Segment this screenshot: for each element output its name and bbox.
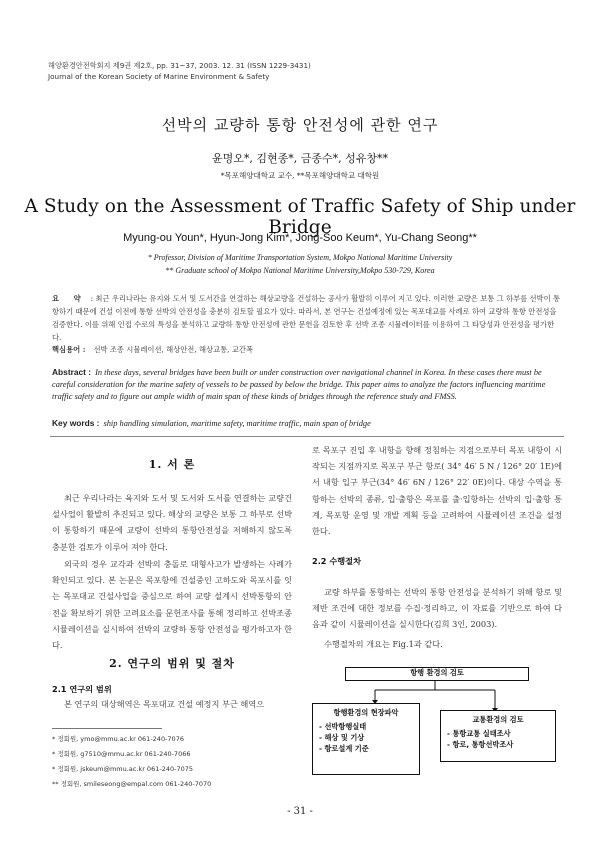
flowchart-right-item: - 항로, 통항선박조사 <box>447 740 514 749</box>
subsection-2-1-continued: 로 목포구 진입 후 내항을 향해 정침하는 지점으로부터 목포 내항이 시작되는 지점까지로 목포구 부근 항로( 34° 46′ 5 N / 126° 20′ 1E)에서 내항 입구 부근(34° 46′ 6N / 126° 22′ 0E)이다. 대상 수역을 통항하는 선박의 종류, 입·출항은 목포를 출·입항하는 선박의 입·출항 통계, 목포항 운영 및 개발 계획 등을 고려하여 시뮬레이션 조건을 설정한다. <box>312 445 562 537</box>
authors-korean: 윤명오*, 김현종*, 금종수*, 성유창** <box>212 152 388 165</box>
affiliation-korean: *목포해양대학교 교수, **목포해양대학교 대학원 <box>220 171 380 180</box>
flowchart-right-list <box>447 728 549 750</box>
keywords-korean <box>52 345 562 355</box>
journal-name: Journal of the Korean Society of Marine Environment & Safety <box>48 72 270 81</box>
authors-english: Myung-ou Youn*, Hyun-Jong Kim*, Jong-Soo Keum*, Yu-Chang Seong** <box>123 232 477 244</box>
keywords-english <box>52 418 562 428</box>
journal-citation: 해양환경안전학회지 제9권 제2호, pp. 31~37, 2003. 12. 31 (ISSN 1229-3431) <box>48 61 311 70</box>
subsection-2-1-title: 2.1 연구의 범위 <box>52 684 112 694</box>
section-1-paragraph-2: 외국의 경우 교각과 선박의 충돌로 대형사고가 발생하는 사례가 확인되고 있다. 본 논문은 목포항에 건설중인 고하도와 목포시를 잇는 목포대교 건설사업을 중심으로 하여 교량 설계시 선박통항의 안전을 확보하기 위한 고려요소를 문헌조사를 통해 정리하고 선박조종 시뮬레이션을 실시하여 선박의 교량하 통항 안전성을 평가하고자 한다. <box>52 559 292 651</box>
abstract-english-text: In these days, several bridges have been built or under construction over navigational channel in Korea. In these cases there must be careful consideration for the marine safety of vessels to be passed by below the bridge. This paper aims to analyze the factors influencing maritime traffic safety and to figure out ample width of main span of these kinds of bridges through the reference study and FMSS. <box>52 368 546 401</box>
flowchart-top-box <box>345 667 529 681</box>
footnote-1: * 정회원, ymo@mmu.ac.kr 061-240-7076 <box>52 735 184 743</box>
section-divider <box>50 436 564 437</box>
affiliation-english-2: ** Graduate school of Mokpo National Maritime University,Mokpo 530-729, Korea <box>165 266 435 275</box>
footnote-rule <box>52 728 162 729</box>
flowchart-right-item: - 통항교통 실태조사 <box>447 729 511 738</box>
flowchart-left-title: 항행환경의 현장파악 <box>333 708 399 717</box>
flowchart-top-label: 항행 환경의 검토 <box>410 668 464 677</box>
abstract-english-label: Abstract : <box>52 367 92 377</box>
journal-header <box>48 60 311 82</box>
subsection-2-2-figure-ref: 수행절차의 개요는 Fig.1과 같다. <box>324 639 443 649</box>
flowchart-left-box <box>312 703 420 775</box>
subsection-2-2-paragraph: 교량 하부를 통항하는 선박의 통항 안전성을 분석하기 위해 항로 및 제반 조건에 대한 정보를 수집·정리하고, 이 자료를 기반으로 하여 다음과 같이 시뮬레이션을 실시한다(김희 3인, 2003). <box>312 587 562 630</box>
abstract-english <box>52 366 562 403</box>
flowchart-left-item: - 선박항행실태 <box>319 722 367 731</box>
footnote-3: * 정회원, jskeum@mmu.ac.kr 061-240-7075 <box>52 765 193 773</box>
flowchart-right-box <box>440 710 556 762</box>
keywords-english-text: ship handling simulation, maritime safety, maritime traffic, main span of bridge <box>103 419 371 428</box>
footnote-4: ** 정회원, smileseong@empal.com 061-240-7070 <box>52 780 212 788</box>
abstract-korean-text: : 최근 우리나라는 유지와 도서 및 도서간을 연결하는 해상교량을 건설하는 공사가 활발히 이루어 지고 있다. 이러한 교량은 보통 그 하부를 선박이 통항하기 때문에 건설 이전에 통항 선박의 안전성을 충분히 검토할 필요가 있다. 따라서, 본 연구는 건설예정에 있는 목포대교를 사례로 하여 교량하 통항 안전성을 검증한다. 이를 위해 인접 수로의 특성을 분석하고 교량하 통항 안전성에 관한 문헌을 검토한 후 선박 조종 시뮬레이터를 이용하여 그 타당성과 안전성을 평가한다. <box>52 294 561 342</box>
page-number: - 31 - <box>287 806 313 817</box>
subsection-2-1-paragraph: 본 연구의 대상해역은 목포대교 건설 예정지 부근 해역으 <box>64 699 265 709</box>
section-1-title: 1. 서 론 <box>148 458 196 471</box>
flowchart-left-item: - 항로설계 기준 <box>319 744 369 753</box>
abstract-korean-label: 요 약 <box>52 294 87 303</box>
keywords-english-label: Key words : <box>52 418 100 428</box>
section-2-title: 2. 연구의 범위 및 절차 <box>109 657 235 670</box>
flowchart-left-item: - 해상 및 기상 <box>319 733 365 742</box>
footnote-2: * 정회원, g7510@mmu.ac.kr 061-240-7066 <box>52 750 191 758</box>
abstract-korean <box>52 292 562 344</box>
title-korean: 선박의 교량하 통항 안전성에 관한 연구 <box>161 116 439 134</box>
keywords-korean-text: 선박 조종 시뮬레이션, 해상안전, 해상교통, 교간폭 <box>93 345 253 354</box>
subsection-2-2-title: 2.2 수행절차 <box>312 556 361 566</box>
footnotes <box>52 732 292 792</box>
section-1-paragraph-1: 최근 우리나라는 육지와 도서 및 도서와 도서를 연결하는 교량건설사업이 활발히 추진되고 있다. 해상의 교량은 보통 그 하부로 선박이 통항하기 때문에 교량이 선박의 통항안전성을 저해하지 않도록 충분한 검토가 이루어 져야 한다. <box>52 493 292 552</box>
flowchart-left-list <box>319 721 413 754</box>
flowchart-right-title: 교통환경의 검토 <box>472 715 524 724</box>
affiliation-english-1: * Professor, Division of Maritime Transportation System, Mokpo National Maritime University <box>147 253 453 262</box>
keywords-korean-label: 핵심용어 : <box>52 345 86 354</box>
title-english: A Study on the Assessment of Traffic Safety of Ship under Bridge <box>24 196 576 238</box>
